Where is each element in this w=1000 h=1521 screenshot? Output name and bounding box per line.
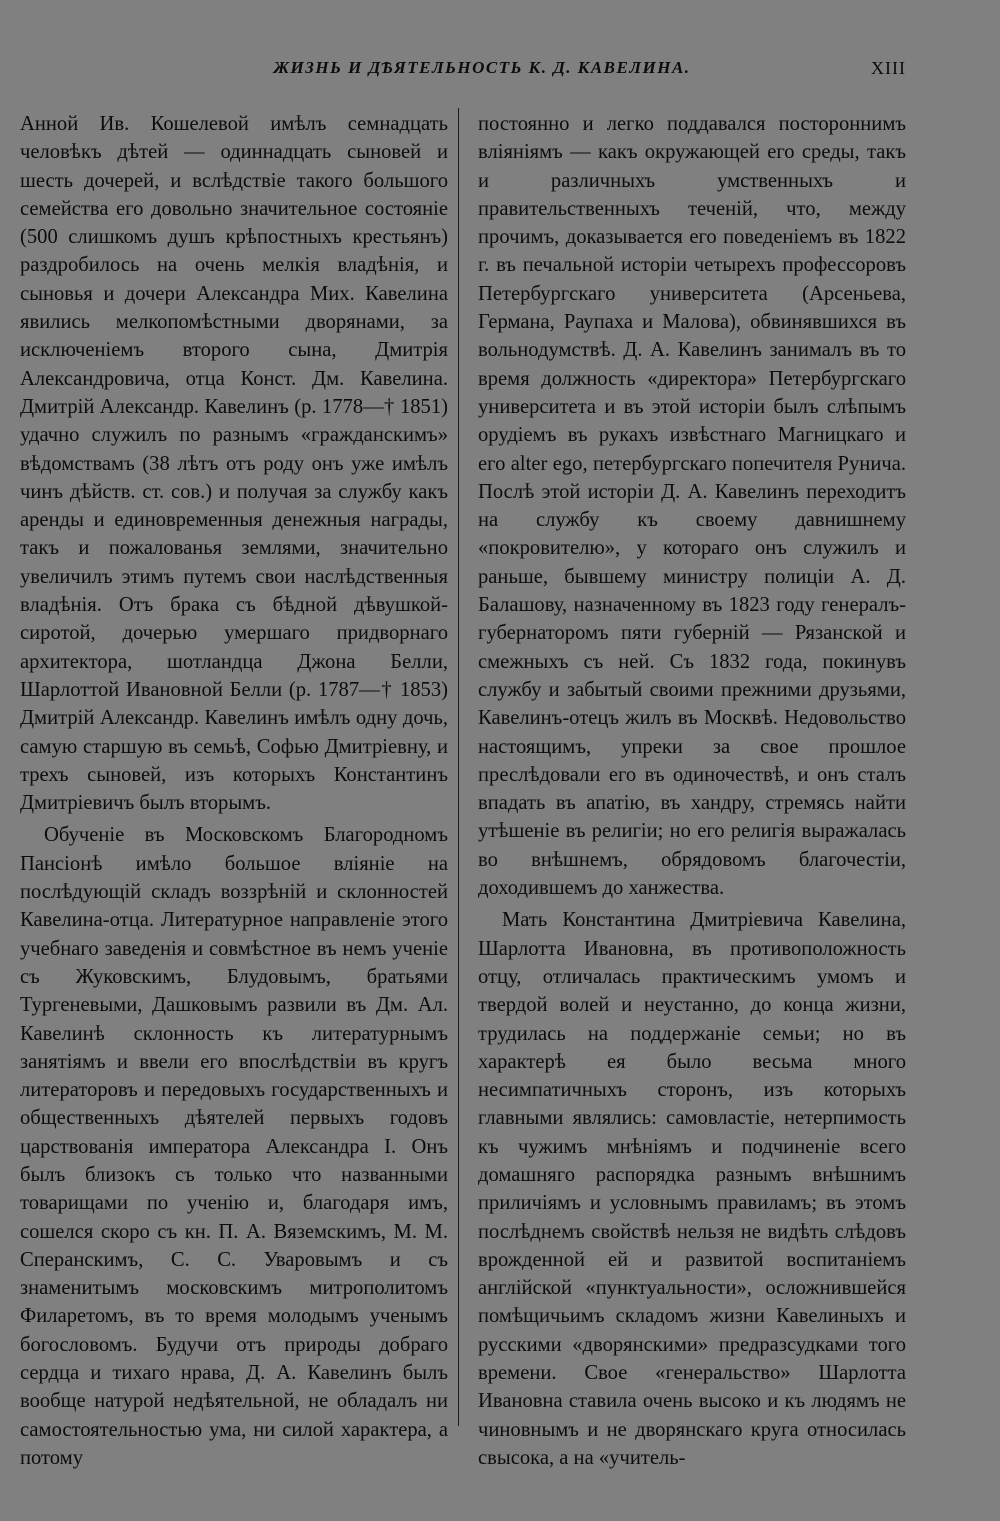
right-column	[478, 110, 906, 1472]
left-column	[20, 110, 448, 1472]
paragraph: постоянно и легко поддавался постороннимъ вліяніямъ — какъ окружающей его среды, такъ и различныхъ умственныхъ и правительственныхъ теченій, что, между прочимъ, доказывается его поведеніемъ въ 1822 г. въ печальной исторіи четырехъ профессоровъ Петербургскаго университета (Арсеньева, Германа, Раупаха и Малова), обвинявшихся въ вольнодумствѣ. Д. А. Кавелинъ занималъ въ то время должность «директора» Петербургскаго университета и въ этой исторіи былъ слѣпымъ орудіемъ въ рукахъ извѣстнаго Магницкаго и его alter ego, петербургскаго попечителя Рунича. Послѣ этой исторіи Д. А. Кавелинъ переходитъ на службу къ своему давнишнему «покровителю», у котораго онъ служилъ и раньше, бывшему министру полиціи А. Д. Балашову, назначенному въ 1823 году генералъ-губернаторомъ пяти губерній — Рязанской и смежныхъ съ ней. Съ 1832 года, покинувъ службу и забытый своими прежними друзьями, Кавелинъ-отецъ жилъ въ Москвѣ. Недовольство настоящимъ, упреки за свое прошлое преслѣдовали его въ одиночествѣ, и онъ сталъ впадать въ апатію, въ хандру, стремясь найти утѣшеніе въ религіи; но его религія выражалась во внѣшнемъ, обрядовомъ благочестіи, доходившемъ до ханжества.	[478, 113, 906, 900]
running-title: ЖИЗНЬ И ДѢЯТЕЛЬНОСТЬ К. Д. КАВЕЛИНА.	[273, 58, 691, 77]
page-number: XIII	[871, 58, 906, 78]
column-divider	[458, 108, 459, 1426]
running-header	[18, 58, 906, 90]
paragraph: Обученіе въ Московскомъ Благородномъ Пансіонѣ имѣло большое вліяніе на послѣдующій складъ воззрѣній и склонностей Кавелина-отца. Литературное направленіе этого учебнаго заведенія и совмѣстное въ немъ ученіе съ Жуковскимъ, Блудовымъ, братьями Тургеневыми, Дашковымъ развили въ Дм. Ал. Кавелинѣ склонность къ литературнымъ занятіямъ и ввели его впослѣдствіи въ кругъ литераторовъ и передовыхъ государственныхъ и общественныхъ дѣятелей первыхъ годовъ царствованія императора Александра I. Онъ былъ близокъ съ только что названными товарищами по ученію и, благодаря имъ, сошелся скоро съ кн. П. А. Вяземскимъ, М. М. Сперанскимъ, С. С. Уваровымъ и съ знаменитымъ московскимъ митрополитомъ Филаретомъ, въ то время молодымъ ученымъ богословомъ. Будучи отъ природы добраго сердца и тихаго нрава, Д. А. Кавелинъ былъ вообще натурой недѣятельной, не обладалъ ни самостоятельностью ума, ни силой характера, а потому	[20, 824, 448, 1469]
paragraph: Мать Константина Дмитріевича Кавелина, Шарлотта Ивановна, въ противоположность отцу, отличалась практическимъ умомъ и твердой волей и неустанно, до конца жизни, трудилась на поддержаніе семьи; но въ характерѣ ея было весьма много несимпатичныхъ сторонъ, изъ которыхъ главными являлись: самовластіе, нетерпимость къ чужимъ мнѣніямъ и подчиненіе всего домашняго распорядка разнымъ внѣшнимъ приличіямъ и условнымъ правиламъ; въ этомъ послѣднемъ свойствѣ нельзя не видѣть слѣдовъ врожденной ей и развитой воспитаніемъ англійской «пунктуальности», осложнившейся помѣщичьимъ складомъ жизни Кавелиныхъ и русскими «дворянскими» предразсудками того времени. Свое «генеральство» Шарлотта Ивановна ставила очень высоко и къ людямъ не чиновнымъ и не дворянскаго круга относилась свысока, а на «учитель-	[478, 909, 906, 1469]
paragraph: Анной Ив. Кошелевой имѣлъ семнадцать человѣкъ дѣтей — одиннадцать сыновей и шесть дочерей, и вслѣдствіе такого большого семейства его довольно значительное состояніе (500 слишкомъ душъ крѣпостныхъ крестьянъ) раздробилось на очень мелкія владѣнія, и сыновья и дочери Александра Мих. Кавелина явились мелкопомѣстными дворянами, за исключеніемъ второго сына, Дмитрія Александровича, отца Конст. Дм. Кавелина. Дмитрій Александр. Кавелинъ (р. 1778—† 1851) удачно служилъ по разнымъ «гражданскимъ» вѣдомствамъ (38 лѣтъ отъ роду онъ уже имѣлъ чинъ дѣйств. ст. сов.) и получая за службу какъ аренды и единовременныя денежныя награды, такъ и пожалованья землями, значительно увеличилъ этимъ путемъ свои наслѣдственныя владѣнія. Отъ брака съ бѣдной дѣвушкой-сиротой, дочерью умершаго придворнаго архитектора, шотландца Джона Белли, Шарлоттой Ивановной Белли (р. 1787—† 1853) Дмитрій Александр. Кавелинъ имѣлъ одну дочь, самую старшую въ семьѣ, Софью Дмитріевну, и трехъ сыновей, изъ которыхъ Константинъ Дмитріевичъ былъ вторымъ.	[20, 113, 448, 815]
